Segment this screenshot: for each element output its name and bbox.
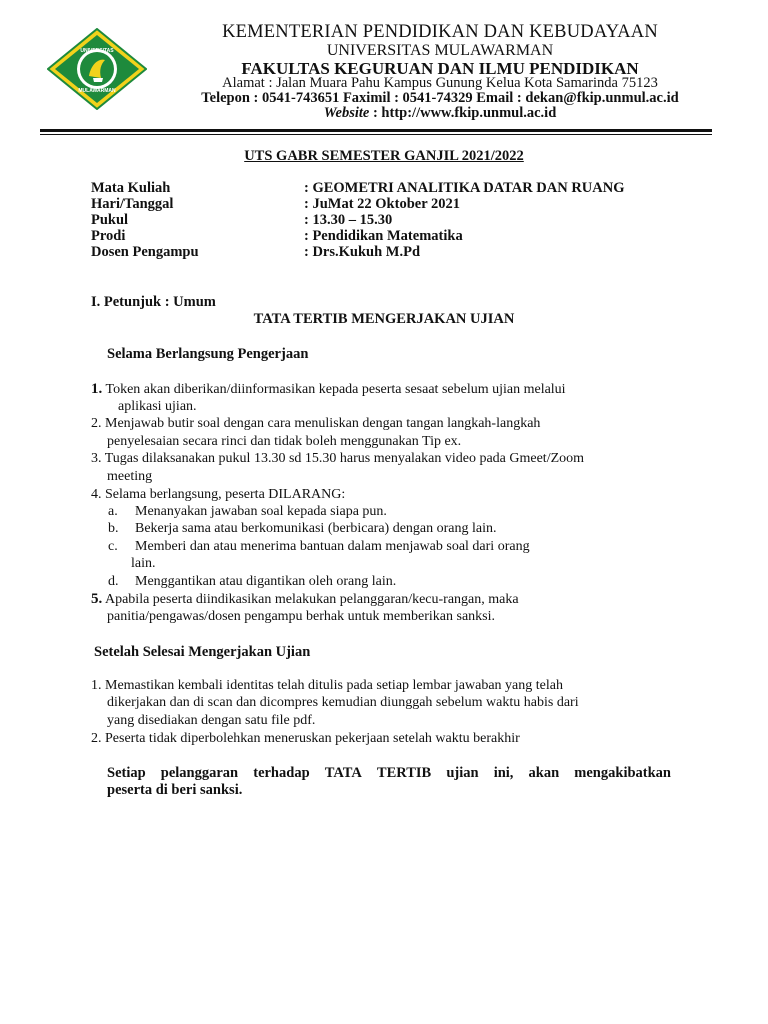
during-item-1-text: Token akan diberikan/diinformasikan kepada peserta sesaat sebelum ujian melalui	[102, 382, 566, 397]
faculty-name: FAKULTAS KEGURUAN DAN ILMU PENDIDIKAN	[241, 59, 639, 78]
sub-item-c-mark: c.	[108, 539, 118, 554]
sub-item-c-cont: lain.	[131, 556, 156, 571]
closing-word: ujian	[446, 765, 479, 781]
info-value-lecturer: : Drs.Kukuh M.Pd	[304, 244, 421, 260]
closing-word: pelanggaran	[160, 765, 239, 781]
section-instructions: I. Petunjuk : Umum	[91, 294, 216, 310]
during-item-5-text: Apabila peserta diindikasikan melakukan pelanggaran/kecu-rangan, maka	[102, 592, 519, 607]
university-name: UNIVERSITAS MULAWARMAN	[326, 42, 554, 59]
closing-word: TERTIB	[376, 765, 432, 781]
address: Alamat : Jalan Muara Pahu Kampus Gunung Kelua Kota Samarinda 75123	[222, 75, 658, 91]
closing-word: mengakibatkan	[574, 765, 671, 781]
sub-item-a: Menanyakan jawaban soal kepada siapa pun.	[135, 504, 387, 519]
after-heading: Setelah Selesai Mengerjakan Ujian	[94, 644, 311, 660]
info-label-course: Mata Kuliah	[91, 180, 171, 196]
during-item-5-number: 5.	[91, 591, 103, 607]
after-item-1-cont-2: yang disediakan dengan satu file pdf.	[107, 713, 316, 728]
info-label-date: Hari/Tanggal	[91, 196, 174, 212]
closing-word: TATA	[324, 765, 362, 781]
during-item-2: 2. Menjawab butir soal dengan cara menuliskan dengan tangan langkah-langkah	[91, 416, 541, 431]
sub-item-d: Menggantikan atau digantikan oleh orang lain.	[135, 574, 397, 589]
logo-text-bottom: MULAWARMAN	[78, 88, 116, 94]
after-item-1: 1. Memastikan kembali identitas telah ditulis pada setiap lembar jawaban yang telah	[91, 678, 563, 693]
website-value: : http://www.fkip.unmul.ac.id	[369, 105, 557, 121]
closing-word: akan	[528, 765, 560, 781]
info-label-lecturer: Dosen Pengampu	[91, 244, 199, 260]
after-item-1-cont-1: dikerjakan dan di scan dan dicompres kemudian diunggah sebelum waktu habis dari	[107, 695, 579, 710]
during-item-5	[91, 592, 519, 607]
closing-word: ini,	[493, 765, 514, 781]
during-item-5-cont: panitia/pengawas/dosen pengampu berhak untuk memberikan sanksi.	[107, 609, 496, 624]
sub-item-c: Memberi dan atau menerima bantuan dalam menjawab soal dari orang	[135, 539, 530, 554]
info-label-program: Prodi	[91, 228, 126, 244]
website	[160, 106, 720, 121]
letterhead-rule-thick	[40, 129, 712, 132]
closing-line-2: peserta di beri sanksi.	[107, 782, 243, 798]
exam-title: UTS GABR SEMESTER GANJIL 2021/2022	[244, 148, 524, 164]
sub-item-d-mark: d.	[108, 574, 119, 589]
info-value-program: : Pendidikan Matematika	[304, 228, 463, 244]
info-value-course: : GEOMETRI ANALITIKA DATAR DAN RUANG	[304, 180, 625, 196]
during-heading: Selama Berlangsung Pengerjaan	[107, 346, 309, 362]
info-value-time: : 13.30 – 15.30	[304, 212, 393, 228]
during-item-1-number: 1.	[91, 381, 103, 397]
closing-line-1	[107, 766, 671, 781]
during-item-3: 3. Tugas dilaksanakan pukul 13.30 sd 15.30 harus menyalakan video pada Gmeet/Zoom	[91, 451, 585, 466]
rules-heading: TATA TERTIB MENGERJAKAN UJIAN	[253, 311, 515, 327]
website-label: Website	[323, 105, 370, 121]
info-label-time: Pukul	[91, 212, 129, 228]
sub-item-b: Bekerja sama atau berkomunikasi (berbicara) dengan orang lain.	[135, 521, 497, 536]
logo-text-top: UNIVERSITAS	[80, 48, 114, 54]
sub-item-b-mark: b.	[108, 521, 119, 536]
info-value-date: : JuMat 22 Oktober 2021	[304, 196, 461, 212]
closing-word: terhadap	[253, 765, 310, 781]
sub-item-a-mark: a.	[108, 504, 118, 519]
during-item-2-cont: penyelesaian secara rinci dan tidak boleh menggunakan Tip ex.	[107, 434, 462, 449]
after-item-2: 2. Peserta tidak diperbolehkan meneruskan pekerjaan setelah waktu berakhir	[91, 731, 520, 746]
during-item-4: 4. Selama berlangsung, peserta DILARANG:	[91, 487, 346, 502]
letterhead-rule-thin	[40, 134, 712, 135]
contact: Telepon : 0541-743651 Faximil : 0541-74329 Email : dekan@fkip.unmul.ac.id	[201, 90, 679, 106]
during-item-1-cont: aplikasi ujian.	[118, 399, 197, 414]
ministry-name: KEMENTERIAN PENDIDIKAN DAN KEBUDAYAAN	[222, 22, 658, 42]
during-item-1	[91, 382, 566, 397]
university-logo	[47, 28, 147, 110]
closing-word: Setiap	[107, 765, 146, 781]
during-item-3-cont: meeting	[107, 469, 153, 484]
